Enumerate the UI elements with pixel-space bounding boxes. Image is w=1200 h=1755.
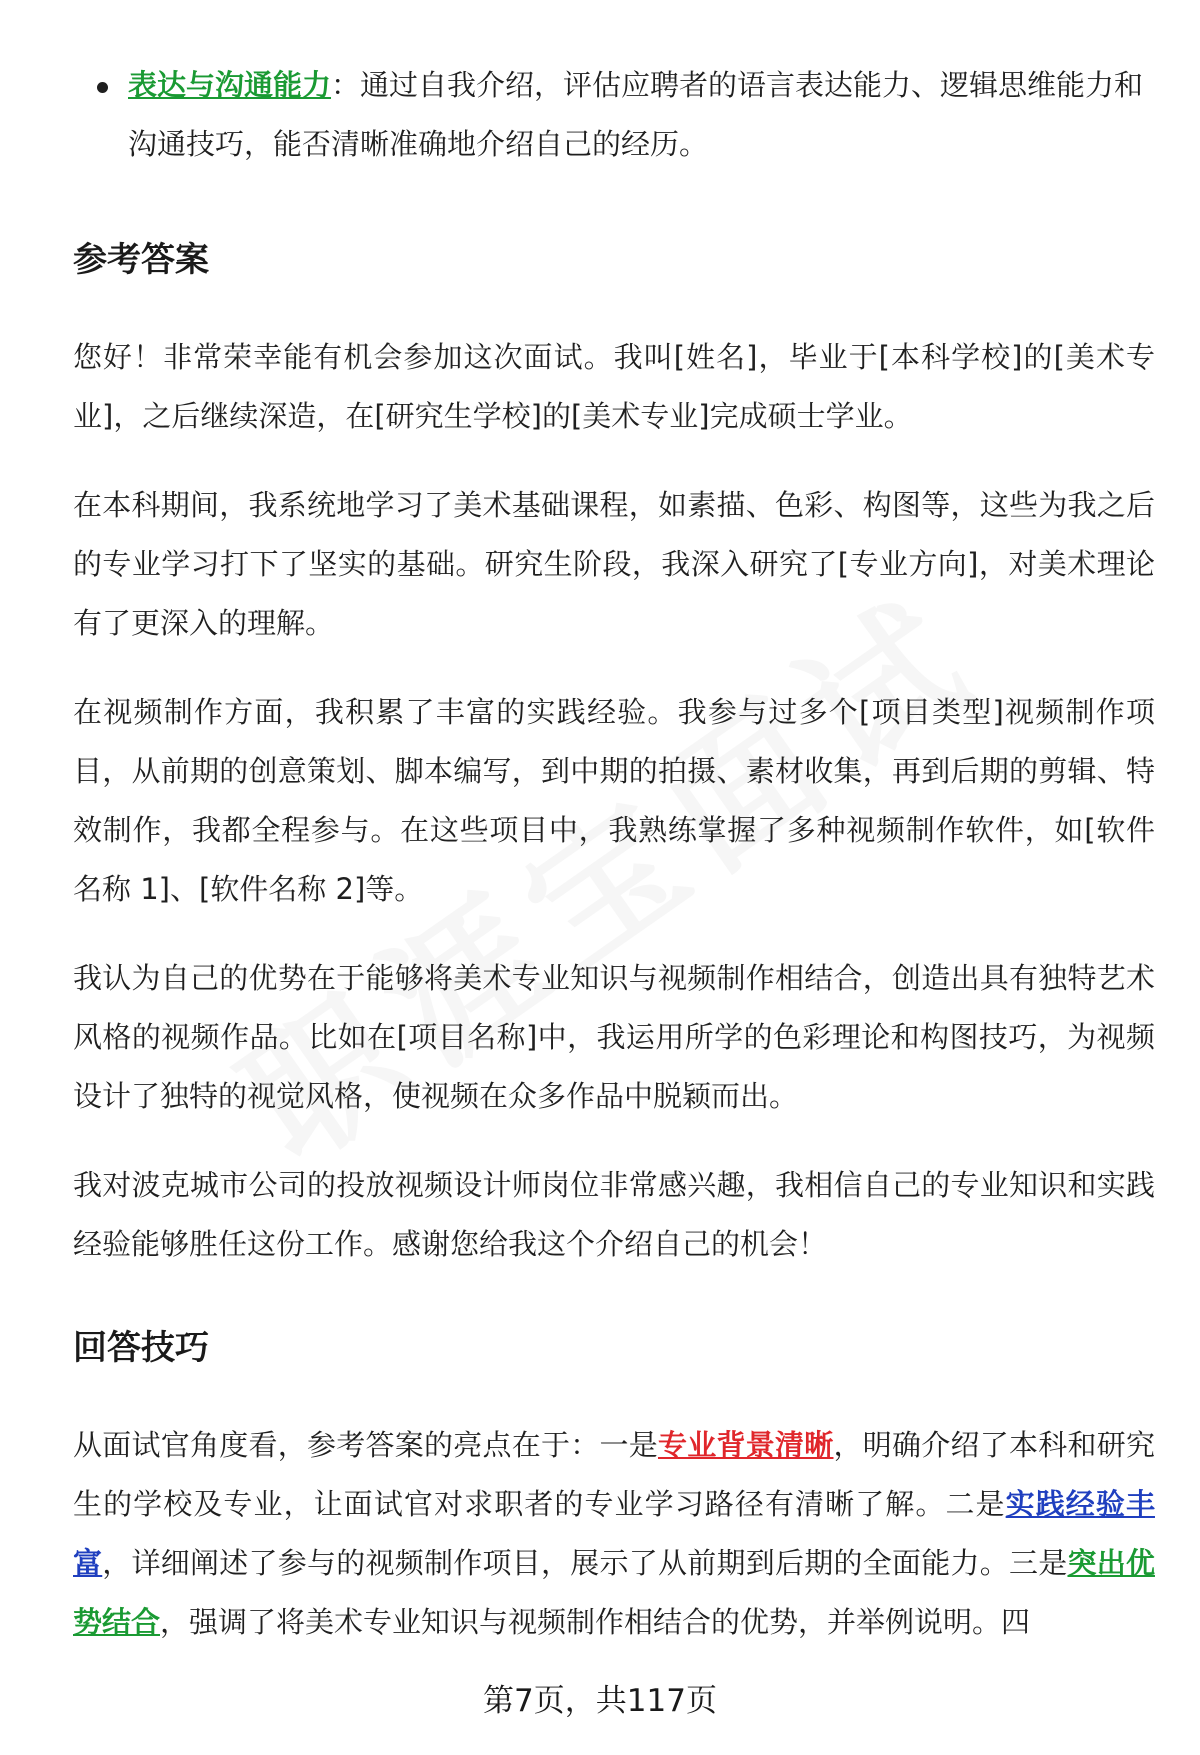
reference-paragraph-1: 您好！非常荣幸能有机会参加这次面试。我叫[姓名]，毕业于[本科学校]的[美术专业]，之后继续深造，在[研究生学校]的[美术专业]完成硕士学业。 <box>73 340 1155 433</box>
answer-tips-heading: 回答技巧 <box>73 1328 209 1368</box>
tips-text-3: ，详细阐述了参与的视频制作项目，展示了从前期到后期的全面能力。三是 <box>102 1546 1068 1580</box>
bullet-icon <box>97 82 108 93</box>
bullet-text: ：通过自我介绍，评估应聘者的语言表达能力、逻辑思维能力和沟通技巧，能否清晰准确地介绍自己的经历。 <box>128 68 1144 161</box>
tips-text-4: ，强调了将美术专业知识与视频制作相结合的优势，并举例说明。四 <box>160 1605 1031 1639</box>
tips-highlight-1: 专业背景清晰 <box>657 1428 834 1462</box>
tips-highlight-3: 突出优势结合 <box>73 1546 1155 1639</box>
reference-paragraph-2: 在本科期间，我系统地学习了美术基础课程，如素描、色彩、构图等，这些为我之后的专业学习打下了坚实的基础。研究生阶段，我深入研究了[专业方向]，对美术理论有了更深入的理解。 <box>73 488 1155 640</box>
reference-paragraph-4: 我认为自己的优势在于能够将美术专业知识与视频制作相结合，创造出具有独特艺术风格的视频作品。比如在[项目名称]中，我运用所学的色彩理论和构图技巧，为视频设计了独特的视觉风格，使视频在众多作品中脱颖而出。 <box>73 961 1155 1113</box>
reference-paragraph-5: 我对波克城市公司的投放视频设计师岗位非常感兴趣，我相信自己的专业知识和实践经验能够胜任这份工作。感谢您给我这个介绍自己的机会！ <box>73 1168 1155 1261</box>
tips-text-2: ，明确介绍了本科和研究生的学校及专业，让面试官对求职者的专业学习路径有清晰了解。二是 <box>73 1428 1155 1521</box>
page-content <box>73 56 1155 1682</box>
reference-answer-heading: 参考答案 <box>73 240 209 280</box>
tips-text-1: 从面试官角度看，参考答案的亮点在于：一是 <box>73 1428 658 1462</box>
reference-paragraph-3: 在视频制作方面，我积累了丰富的实践经验。我参与过多个[项目类型]视频制作项目，从前期的创意策划、脚本编写，到中期的拍摄、素材收集，再到后期的剪辑、特效制作，我都全程参与。在这些项目中，我熟练掌握了多种视频制作软件，如[软件名称 1]、[软件名称 2]等。 <box>73 695 1155 906</box>
bullet-term: 表达与沟通能力 <box>128 68 332 102</box>
list-item <box>73 56 1155 174</box>
tips-highlight-2: 实践经验丰富 <box>73 1487 1155 1580</box>
page-number: 第7页，共117页 <box>483 1683 717 1719</box>
tips-paragraph <box>73 1416 1155 1652</box>
